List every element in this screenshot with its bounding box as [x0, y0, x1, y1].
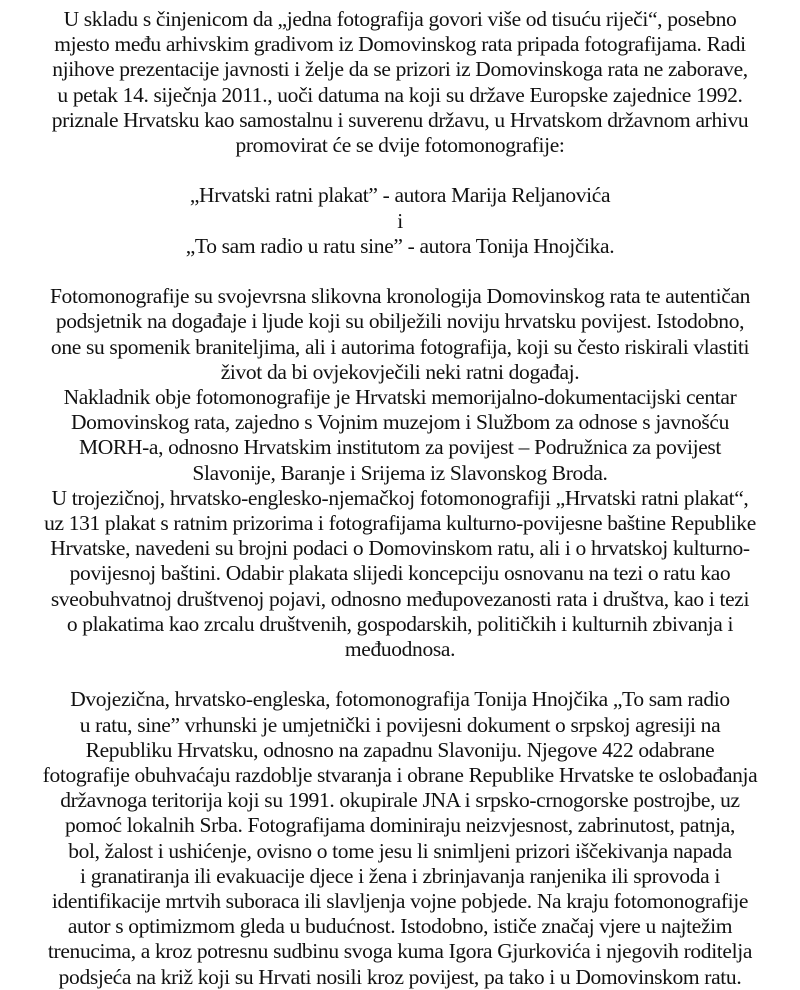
text-line: u petak 14. siječnja 2011., uoči datuma na koji su države Europske zajednice 1992. — [57, 82, 743, 107]
text-line: autor s optimizmom gleda u budućnost. Istodobno, ističe značaj vjere u najtežim — [67, 914, 733, 939]
text-line: Fotomonografije su svojevrsna slikovna kronologija Domovinskog rata te autentičan — [49, 284, 751, 309]
paragraph-spacer — [0, 158, 800, 183]
text-line: Republiku Hrvatsku, odnosno na zapadnu Slavoniju. Njegove 422 odabrane — [85, 737, 715, 762]
text-line: pomoć lokalnih Srba. Fotografijama dominiraju neizvjesnost, zabrinutost, patnja, — [64, 813, 735, 838]
book-titles — [0, 183, 800, 259]
text-line: o plakatima kao zrcalu društvenih, gospodarskih, političkih i kulturnih zbivanja i — [66, 611, 734, 636]
text-line: one su spomenik braniteljima, ali i autorima fotografija, koji su često riskirali vlastiti — [50, 334, 750, 359]
text-line: njihove prezentacije javnosti i želje da se prizori iz Domovinskoga rata ne zaborave, — [52, 57, 748, 82]
body-paragraph — [0, 284, 800, 662]
text-line: U skladu s činjenicom da „jedna fotografija govori više od tisuću riječi“, posebno — [63, 7, 737, 31]
text-line: trenucima, a kroz potresnu sudbinu svoga kuma Igora Gjurkovića i njegovih roditelja — [47, 939, 753, 964]
text-line: Dvojezična, hrvatsko-engleska, fotomonografija Tonija Hnojčika „To sam radio — [70, 687, 730, 712]
title-conjunction: i — [397, 208, 403, 233]
intro-paragraph — [0, 7, 800, 158]
text-line: U trojezičnoj, hrvatsko-englesko-njemačkoj fotomonografiji „Hrvatski ratni plakat“, — [51, 485, 749, 510]
text-line: MORH-a, odnosno Hrvatskim institutom za povijest – Podružnica za povijest — [78, 435, 722, 460]
text-line: državnoga teritorija koji su 1991. okupirale JNA i srpsko-crnogorske postrojbe, uz — [60, 788, 740, 813]
book-title-1: „Hrvatski ratni plakat” - autora Marija Reljanovića — [189, 183, 611, 208]
text-line: Nakladnik obje fotomonografije je Hrvatski memorijalno-dokumentacijski centar — [63, 385, 737, 410]
text-line: promovirat će se dvije fotomonografije: — [235, 133, 565, 158]
text-line: mjesto među arhivskim gradivom iz Domovinskog rata pripada fotografijama. Radi — [54, 32, 746, 57]
paragraph-spacer — [0, 662, 800, 687]
text-line: život da bi ovjekovječili neki ratni događaj. — [220, 359, 580, 384]
closing-paragraph — [0, 687, 800, 989]
text-line: identifikacije mrtvih suboraca ili slavljenja vojne pobjede. Na kraju fotomonografije — [51, 889, 749, 914]
text-line: Domovinskog rata, zajedno s Vojnim muzejom i Službom za odnose s javnošću — [71, 410, 729, 435]
text-line: u ratu, sine” vrhunski je umjetnički i povijesni dokument o srpskoj agresiji na — [79, 712, 721, 737]
text-line: podsjeća na križ koji su Hrvati nosili kroz povijest, pa tako i u Domovinskom ratu. — [58, 964, 742, 989]
text-line: priznale Hrvatsku kao samostalnu i suverenu državu, u Hrvatskom državnom arhivu — [51, 107, 749, 132]
text-line: Hrvatske, navedeni su brojni podaci o Domovinskom ratu, ali i o hrvatskoj kulturno- — [50, 536, 750, 561]
paragraph-spacer — [0, 259, 800, 284]
text-line: sveobuhvatnoj društvenoj pojavi, odnosno međupovezanosti rata i društva, kao i tezi — [50, 586, 750, 611]
text-line: povijesnoj baštini. Odabir plakata slijedi koncepciju osnovanu na tezi o ratu kao — [69, 561, 731, 586]
text-line: međuodnosa. — [344, 637, 456, 662]
text-line: i granatiranja ili evakuacije djece i žena i zbrinjavanja ranjenika ili sprovoda i — [80, 863, 720, 888]
text-line: podsjetnik na događaje i ljude koji su obilježili noviju hrvatsku povijest. Istodobno, — [55, 309, 745, 334]
text-line: fotografije obuhvaćaju razdoblje stvaranja i obrane Republike Hrvatske te oslobađanja — [42, 763, 758, 788]
text-line: Slavonije, Baranje i Srijema iz Slavonskog Broda. — [192, 460, 608, 485]
text-line: uz 131 plakat s ratnim prizorima i fotografijama kulturno-povijesne baštine Republike — [44, 511, 756, 536]
book-title-2: „To sam radio u ratu sine” - autora Tonija Hnojčika. — [185, 233, 615, 258]
text-line: bol, žalost i ushićenje, ovisno o tome jesu li snimljeni prizori iščekivanja napada — [68, 838, 732, 863]
